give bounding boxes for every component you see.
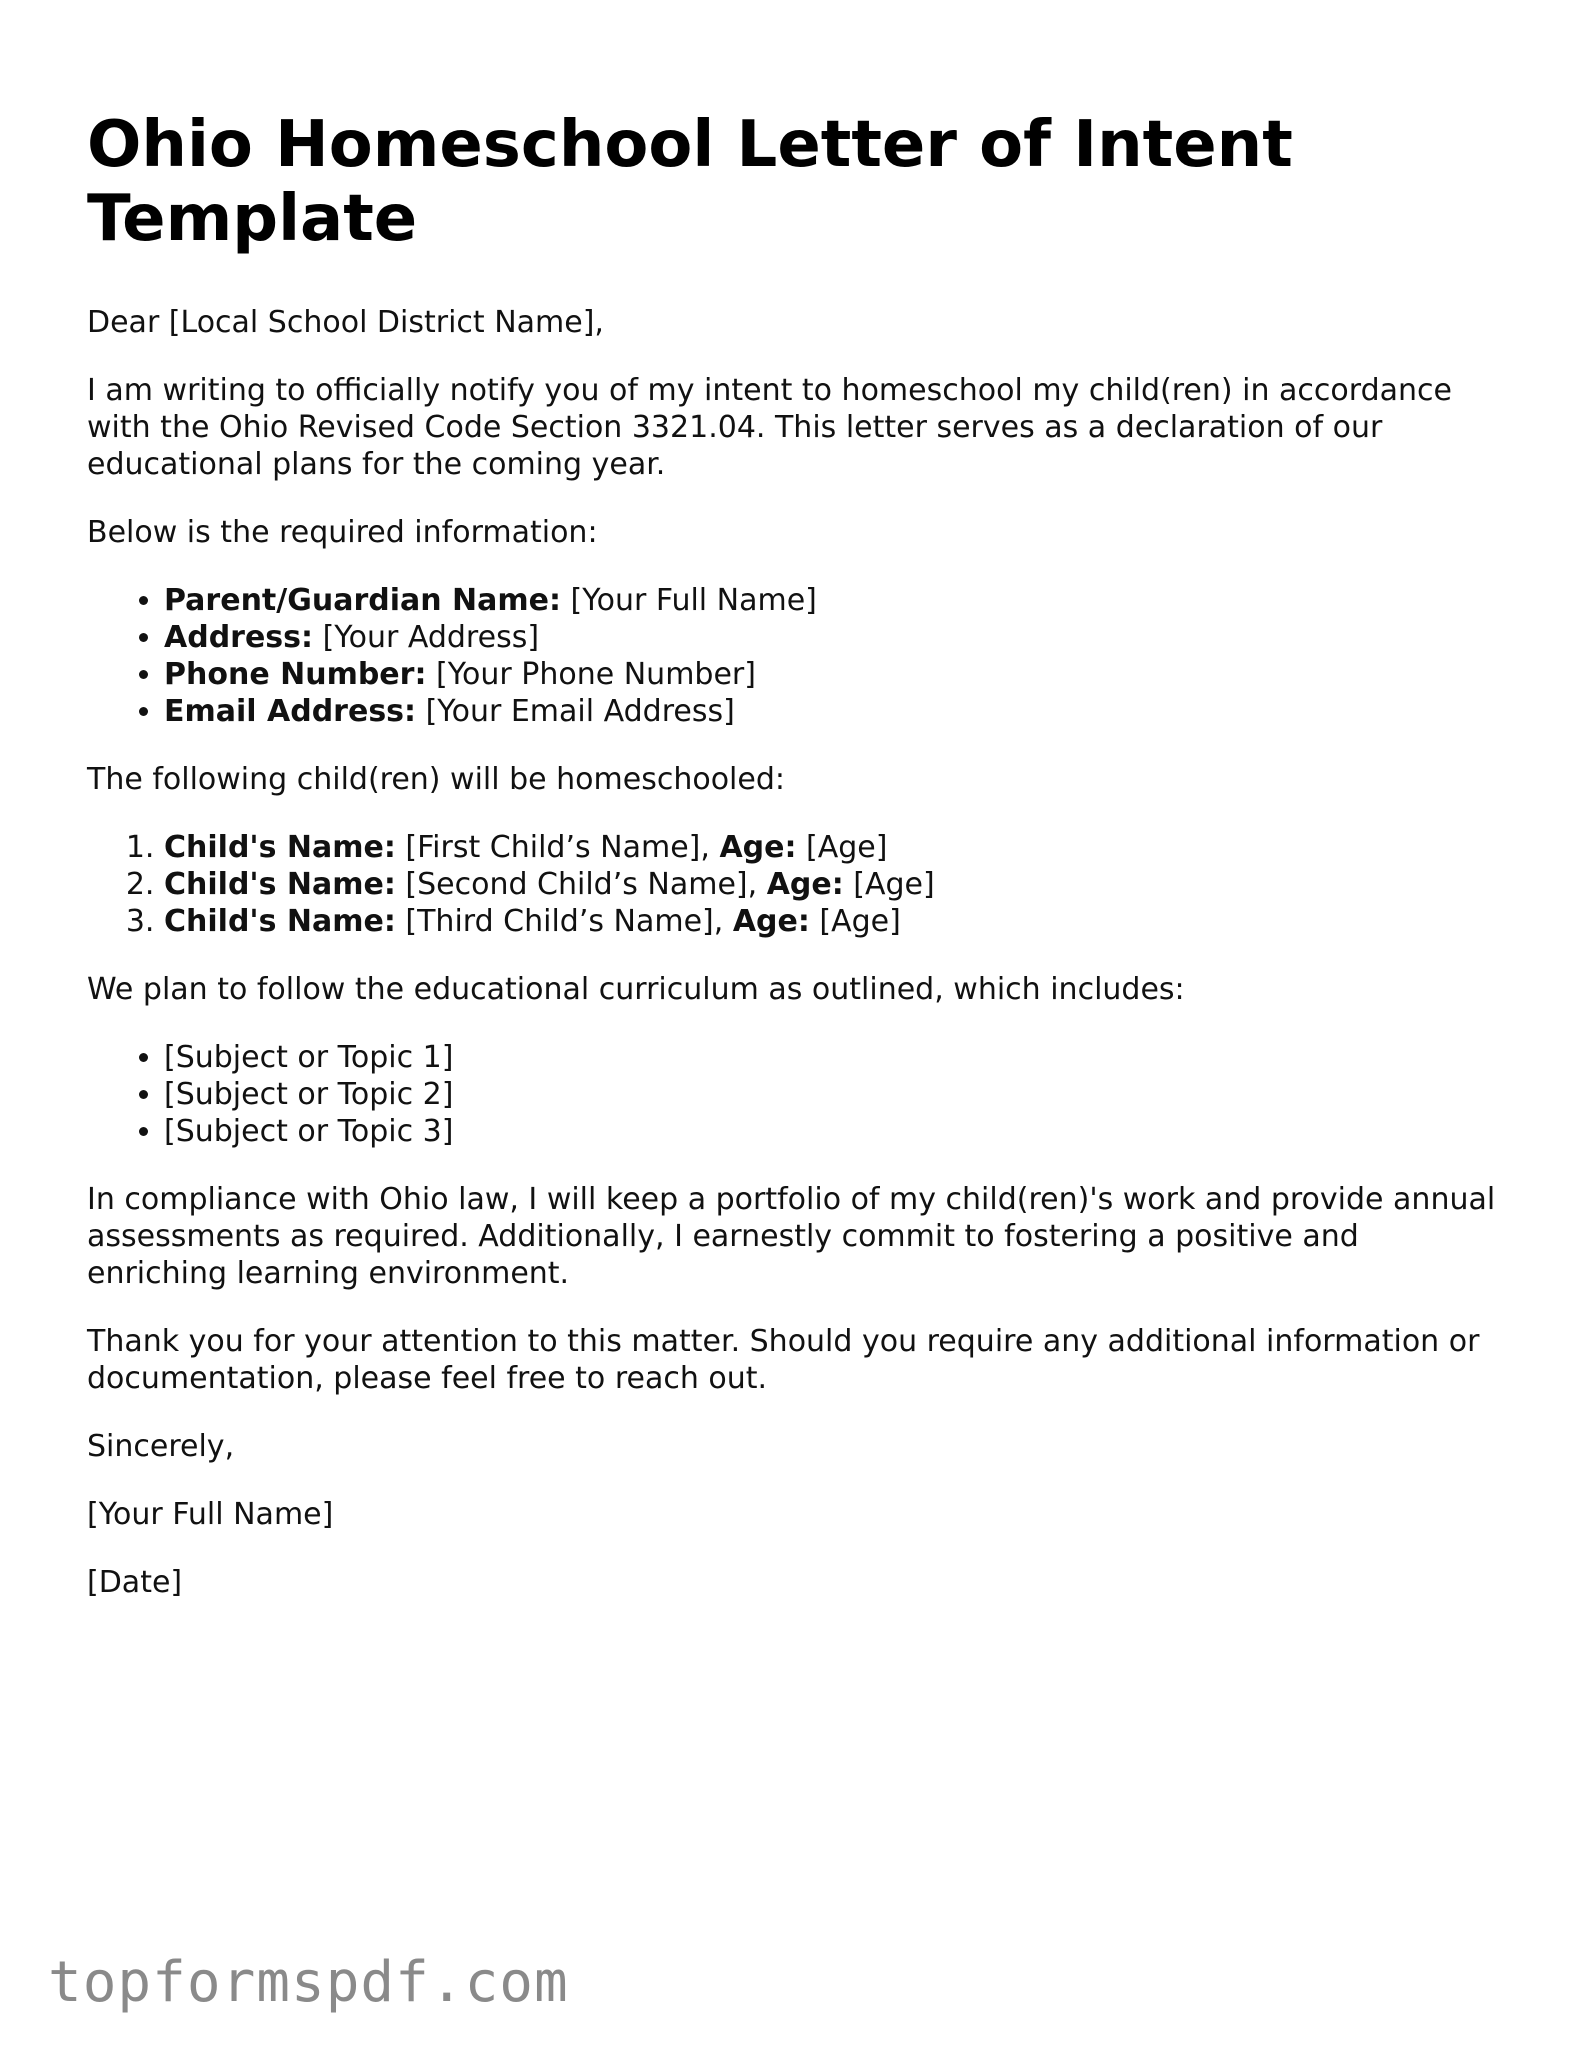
closing: Sincerely, [87,1429,235,1464]
child-name-label: Child's Name: [164,867,396,902]
children-list [87,829,1507,940]
info-value: [Your Phone Number] [426,657,756,692]
info-value: [Your Full Name] [561,583,817,618]
letter-document [87,108,1507,1632]
thanks-paragraph: Thank you for your attention to this matter. Should you require any additional information or documentation, please feel free to reach out. [87,1324,1480,1396]
watermark: topformspdf.com [48,1950,569,2015]
child-age: [Age] [809,904,901,939]
signature: [Your Full Name] [87,1497,334,1532]
child-name-label: Child's Name: [164,904,396,939]
intro-paragraph: I am writing to officially notify you of my intent to homeschool my child(ren) in accordance with the Ohio Revised Code Section 3321.04. This letter serves as a declaration of our educational plans for the coming year. [87,373,1452,482]
child-item [164,829,1507,866]
info-list [87,582,1507,730]
salutation: Dear [Local School District Name], [87,305,604,340]
subject-item: • [Subject or Topic 2] [164,1076,1507,1113]
child-name: [Second Child’s Name], [395,867,767,902]
child-age-label: Age: [766,867,844,902]
info-label: Parent/Guardian Name: [164,583,562,618]
info-item [164,693,1507,730]
curriculum-heading: We plan to follow the educational curriculum as outlined, which includes: [87,972,1185,1007]
child-name: [First Child’s Name], [395,830,720,865]
info-value: [Your Email Address] [416,694,735,729]
info-heading: Below is the required information: [87,515,598,550]
subject-item: • [Subject or Topic 3] [164,1113,1507,1150]
child-name: [Third Child’s Name], [395,904,733,939]
child-age: [Age] [796,830,888,865]
compliance-paragraph: In compliance with Ohio law, I will keep a portfolio of my child(ren)'s work and provide annual assessments as required. Additionally, I earnestly commit to fostering a positive and enriching learning environment. [87,1182,1496,1291]
info-item [164,582,1507,619]
child-age-label: Age: [719,830,797,865]
child-item [164,903,1507,940]
info-item [164,656,1507,693]
page-title: Ohio Homeschool Letter of Intent Template [87,108,1293,256]
child-item [164,866,1507,903]
child-age: [Age] [843,867,935,902]
subject-item: • [Subject or Topic 1] [164,1039,1507,1076]
info-label: Address: [164,620,314,655]
info-label: Email Address: [164,694,417,729]
info-item [164,619,1507,656]
date: [Date] [87,1565,183,1600]
child-age-label: Age: [732,904,810,939]
info-value: [Your Address] [313,620,540,655]
subject-list [87,1039,1507,1150]
children-heading: The following child(ren) will be homeschooled: [87,762,785,797]
info-label: Phone Number: [164,657,427,692]
child-name-label: Child's Name: [164,830,396,865]
